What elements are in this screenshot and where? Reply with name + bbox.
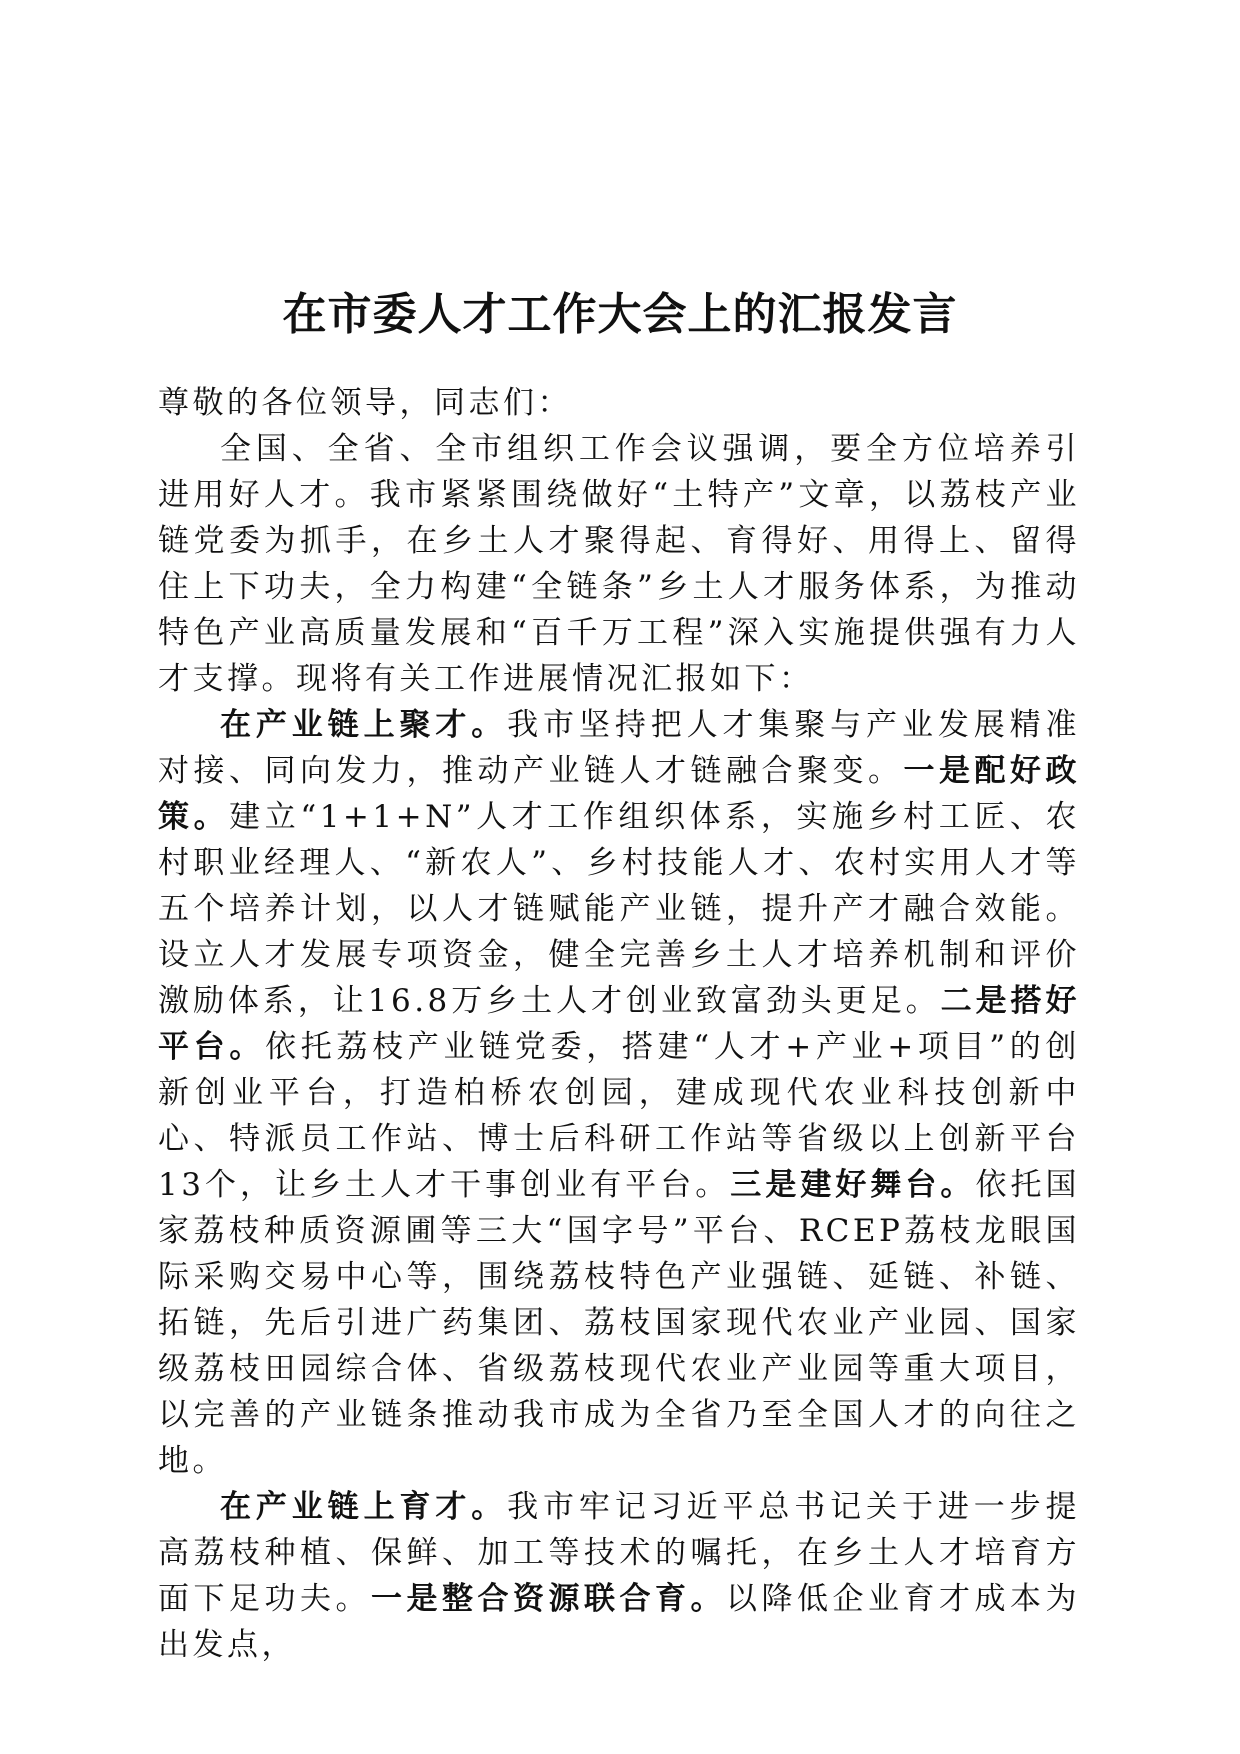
section-heading: 在产业链上聚才。 — [220, 707, 508, 743]
text-run: 我市牢记习近平总书记关于进一步提高荔枝种植、保鲜、加工等技术的嘱托，在乡土人才培育方面下足功夫。 — [158, 1489, 1081, 1617]
document-title: 在市委人才工作大会上的汇报发言 — [282, 289, 958, 341]
text-run: 以降低企业育才成本为出发点， — [158, 1581, 1080, 1663]
paragraph-cultivate-talent — [158, 1484, 1080, 1668]
subpoint-heading: 一是整合资源联合育。 — [371, 1581, 726, 1617]
section-heading: 在产业链上育才。 — [220, 1489, 508, 1525]
paragraph-intro — [158, 426, 1080, 702]
text-run: 依托国家荔枝种质资源圃等三大“国字号”平台、RCEP荔枝龙眼国际采购交易中心等，围绕荔枝特色产业强链、延链、补链、拓链，先后引进广药集团、荔枝国家现代农业产业园、国家级荔枝田园综合体、省级荔枝现代农业产业园等重大项目，以完善的产业链条推动我市成为全省乃至全国人才的向往之地。 — [158, 1167, 1080, 1479]
text-run: 我市坚持把人才集聚与产业发展精准对接、同向发力，推动产业链人才链融合聚变。 — [158, 707, 1081, 789]
salutation: 尊敬的各位领导，同志们： — [158, 385, 572, 421]
paragraph-gather-talent — [158, 702, 1080, 1484]
text-run: 建立“1+1+N”人才工作组织体系，实施乡村工匠、农村职业经理人、“新农人”、乡村技能人才、农村实用人才等五个培养计划，以人才链赋能产业链，提升产才融合效能。设立人才发展专项资金，健全完善乡土人才培养机制和评价激励体系，让16.8万乡土人才创业致富劲头更足。 — [158, 799, 1080, 1019]
subpoint-heading: 三是建好舞台。 — [730, 1167, 976, 1203]
subpoint-heading: 二是搭好平台。 — [158, 983, 1080, 1065]
document-body — [158, 380, 1080, 1668]
text-run: 依托荔枝产业链党委，搭建“人才+产业+项目”的创新创业平台，打造柏桥农创园，建成现代农业科技创新中心、特派员工作站、博士后科研工作站等省级以上创新平台13个，让乡土人才干事创业有平台。 — [158, 1029, 1080, 1203]
text-run: 全国、全省、全市组织工作会议强调，要全方位培养引进用好人才。我市紧紧围绕做好“土特产”文章，以荔枝产业链党委为抓手，在乡土人才聚得起、育得好、用得上、留得住上下功夫，全力构建“全链条”乡土人才服务体系，为推动特色产业高质量发展和“百千万工程”深入实施提供强有力人才支撑。现将有关工作进展情况汇报如下： — [158, 431, 1080, 697]
subpoint-heading: 一是配好政策。 — [158, 753, 1080, 835]
